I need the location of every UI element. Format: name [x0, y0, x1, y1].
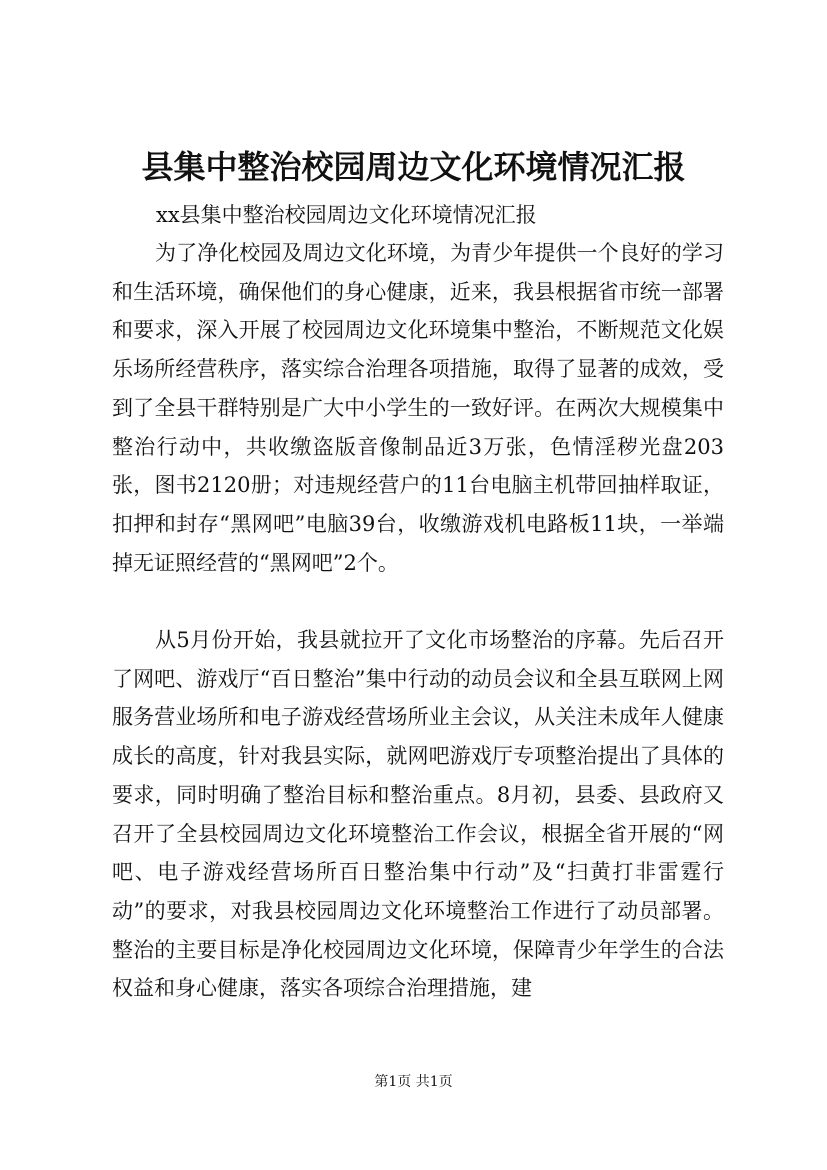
- document-title: 县集中整治校园周边文化环境情况汇报: [141, 148, 686, 186]
- document-subtitle: xx县集中整治校园周边文化环境情况汇报: [156, 203, 537, 227]
- body-paragraph: 从5月份开始，我县就拉开了文化市场整治的序幕。先后召开了网吧、游戏厅“百日整治”集中行动的动员会议和全县互联网上网服务营业场所和电子游戏经营场所业主会议，从关注未成年人健康成长的高度，针对我县实际，就网吧游戏厅专项整治提出了具体的要求，同时明确了整治目标和整治重点。8月初，县委、县政府又召开了全县校园周边文化环境整治工作会议，根据全省开展的“网吧、电子游戏经营场所百日整治集中行动”及“扫黄打非雷霆行动”的要求，对我县校园周边文化环境整治工作进行了动员部署。整治的主要目标是净化校园周边文化环境，保障青少年学生的合法权益和身心健康，落实各项综合治理措施，建: [112, 628, 724, 1001]
- page-number-footer: 第1页 共1页: [374, 1074, 453, 1090]
- body-paragraph: 为了净化校园及周边文化环境，为青少年提供一个良好的学习和生活环境，确保他们的身心健康，近来，我县根据省市统一部署和要求，深入开展了校园周边文化环境集中整治，不断规范文化娱乐场所经营秩序，落实综合治理各项措施，取得了显著的成效，受到了全县干群特别是广大中小学生的一致好评。在两次大规模集中整治行动中，共收缴盗版音像制品近3万张，色情淫秽光盘203张，图书2120册；对违规经营户的11台电脑主机带回抽样取证，扣押和封存“黑网吧”电脑39台，收缴游戏机电路板11块，一举端掉无证照经营的“黑网吧”2个。: [112, 241, 724, 575]
